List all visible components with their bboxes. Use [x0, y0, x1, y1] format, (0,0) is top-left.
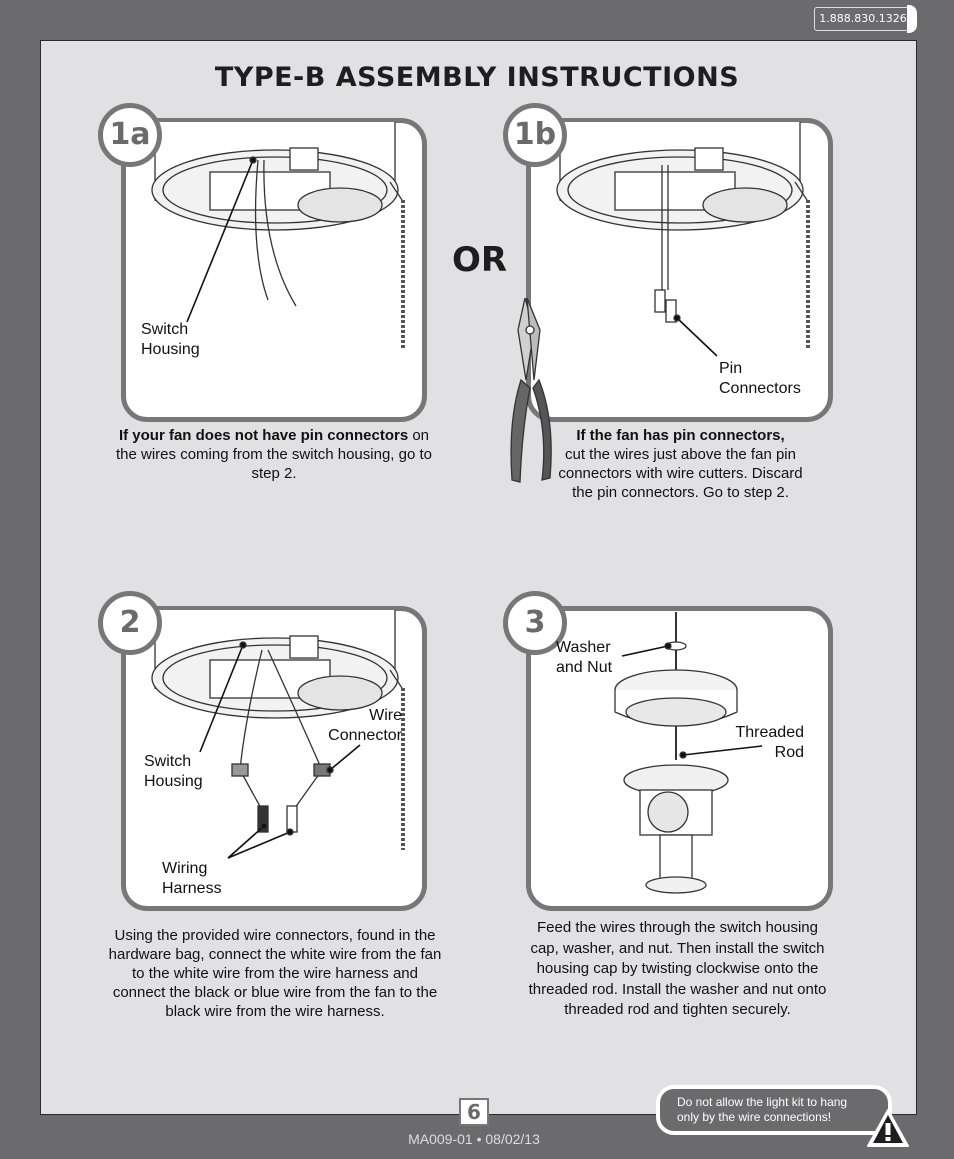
- step-badge-1a: 1a: [98, 103, 162, 167]
- leader-line-washer-nut: [622, 646, 668, 656]
- leader-line-harness-a: [228, 826, 264, 858]
- leader-dot-1a: [250, 157, 256, 163]
- warning-box: Do not allow the light kit to hang only by the wire connections!: [656, 1085, 892, 1135]
- label-washer-nut: Washer and Nut: [556, 639, 613, 676]
- leader-line-harness-b: [228, 832, 290, 858]
- leader-line-pin-connectors: [677, 318, 717, 356]
- caption-step-1a: If your fan does not have pin connectors on the wires coming from the switch housing, go to step 2.: [116, 427, 432, 482]
- label-switch-housing-2: Switch Housing: [144, 753, 203, 790]
- caption-step-1b: If the fan has pin connectors, cut the wires just above the fan pin connectors with wire cutters. Discard the pin connectors. Go to step 2.: [558, 427, 803, 501]
- or-separator: OR: [452, 240, 508, 280]
- label-wiring-harness: Wiring Harness: [162, 860, 222, 897]
- page-number: 6: [459, 1098, 489, 1126]
- exclamation-triangle-icon: [866, 1108, 910, 1148]
- wire-cutters-illustration: [511, 298, 551, 482]
- phone-number: 1.888.830.1326: [814, 7, 912, 31]
- label-wire-connector: Wire Connector: [328, 707, 402, 744]
- switch-housing-illustration-1a: [152, 122, 402, 306]
- leader-dot-1b: [674, 315, 680, 321]
- label-switch-housing-1a: Switch Housing: [141, 321, 200, 358]
- caption-step-2: Using the provided wire connectors, found in the hardware bag, connect the white wire from the fan to the white wire from the wire harness and connect the black or blue wire from the fan to the black wire from the wire harness.: [108, 927, 442, 1020]
- step-badge-3: 3: [503, 591, 567, 655]
- label-pin-connectors: Pin Connectors: [719, 360, 801, 397]
- label-threaded-rod: Threaded Rod: [735, 724, 804, 761]
- caption-step-3: Feed the wires through the switch housing cap, washer, and nut. Then install the switch housing cap by twisting clockwise onto the threaded rod. Install the washer and nut onto threaded rod and tighten securely.: [528, 919, 827, 1018]
- leader-line-wire-connector: [330, 745, 360, 770]
- switch-housing-illustration-1b: [557, 122, 807, 322]
- step-badge-1b: 1b: [503, 103, 567, 167]
- step-badge-2: 2: [98, 591, 162, 655]
- document-number: MA009-01 • 08/02/13: [408, 1131, 540, 1147]
- page-title: TYPE-B ASSEMBLY INSTRUCTIONS: [214, 62, 740, 93]
